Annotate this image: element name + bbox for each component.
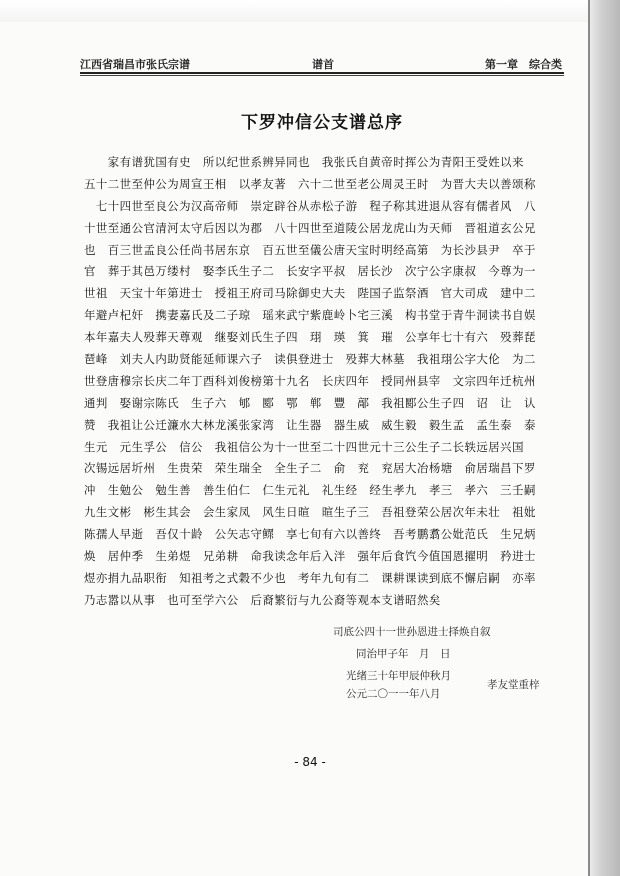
body-line: 年避卢杞奸 携妻嘉氏及二子琼 瑶来武宁紫鹿岭卜宅三溪 构书堂于青牛洞读书自娱 (84, 308, 536, 323)
body-line: 九生文彬 彬生其会 会生家凤 风生日暄 暄生子三 吾祖登荣公居次年未壮 祖妣 (84, 505, 536, 520)
header-rule-thin (80, 75, 564, 76)
signature-date-guangxu: 光绪三十年甲辰仲秋月 (346, 670, 451, 682)
header-rule (80, 72, 564, 74)
body-line: 乃志嚣以从事 也可至学六公 后裔繁衍与九公裔等观本支谱昭然矣 (84, 592, 441, 607)
scan-shadow (590, 0, 620, 876)
body-line: 家有谱犹国有史 所以纪世系辨异同也 我张氏自黄帝时挥公为青阳王受姓以来 (84, 155, 524, 169)
body-line: 琶峰 刘夫人内助贤能延师课六子 读俱登进士 殁葬大林墓 我祖珝公字大伦 为二 (84, 352, 536, 367)
header-chapter: 第一章 综合类 (485, 58, 562, 71)
body-line: 次锡远居圻州 生贵荣 荣生瑞全 全生子二 俞 兖 兖居大冶杨塘 俞居瑞昌下罗 (84, 461, 536, 476)
body-line: 陈孺人早逝 吾仅十龄 公矢志守鳏 享七旬有六以善终 吾考鹏翥公妣范氏 生兄炳 (84, 527, 536, 542)
header-book-title: 江西省瑞昌市张氏宗谱 (80, 58, 190, 71)
signature-date-tongzhi: 同治甲子年 月 日 (356, 648, 451, 660)
signature-publisher: 孝友堂重梓 (487, 679, 540, 691)
body-line: 通判 娶谢宗陈氏 生子六 郇 郾 鄂 郸 豐 鄗 我祖郾公生子四 诏 让 认 (84, 395, 536, 410)
body-line: 赞 我祖让公迁濂水大林龙溪张家湾 让生器 器生威 威生毅 毅生孟 孟生泰 泰 (84, 417, 536, 432)
scan-top-strip (0, 0, 620, 22)
signature-author: 司底公四十一世孙恩进士择焕自叙 (333, 626, 491, 638)
body-line: 煜亦捐九品职衔 知祖考之式穀不少也 考年九旬有二 课耕课读到底不懈启嗣 亦率 (84, 570, 536, 585)
body-line: 世登唐穆宗长庆二年丁酉科刘俊榜第十九名 长庆四年 授同州县宰 文宗四年迁杭州 (84, 373, 536, 388)
body-line: 七十四世至良公为汉高帝师 崇定辟谷从赤松子游 程子称其进退从容有儒者风 八 (84, 198, 536, 213)
body-line: 冲 生勉公 勉生善 善生伯仁 仁生元礼 礼生经 经生孝九 孝三 孝六 三壬嗣 (84, 483, 536, 498)
preface-body (84, 152, 562, 612)
body-line: 官 葬于其邑万缕村 娶李氏生子二 长安字平叔 居长沙 次宁公字康叔 今尊为一 (84, 264, 536, 279)
signature-date-gregorian: 公元二〇一一年八月 (346, 688, 441, 700)
body-line: 世祖 天宝十年第进士 授祖王府司马除御史大夫 陛国子监祭酒 官大司成 建中二 (84, 286, 536, 301)
body-line: 本年嘉夫人殁葬天尊观 继娶刘氏生子四 珝 瑛 箕 璀 公享年七十有六 殁葬琵 (84, 330, 536, 345)
page-number: - 84 - (294, 755, 326, 769)
page-title: 下罗冲信公支谱总序 (241, 113, 403, 133)
body-line: 五十二世至仲公为周宣王相 以孝友著 六十二世至老公周灵王时 为晋大夫以善颂称 (84, 176, 536, 191)
body-line: 十世至通公官清河太守后因以为郡 八十四世至道陵公居龙虎山为天师 晋祖道玄公兄 (84, 220, 536, 235)
header-section: 谱首 (312, 58, 334, 71)
body-line: 焕 居仲季 生弟煜 兄弟耕 命我读念年后入泮 强年后食饩今值国恩擢明 矜进士 (84, 549, 536, 564)
body-line: 也 百三世孟良公任尚书居东京 百五世至儀公唐天宝时明经高第 为长沙县尹 卒于 (84, 242, 536, 257)
body-line: 生元 元生孚公 信公 我祖信公为十一世至二十四世元十三公生子二长轶远居兴国 (84, 439, 524, 454)
running-header (80, 54, 562, 72)
